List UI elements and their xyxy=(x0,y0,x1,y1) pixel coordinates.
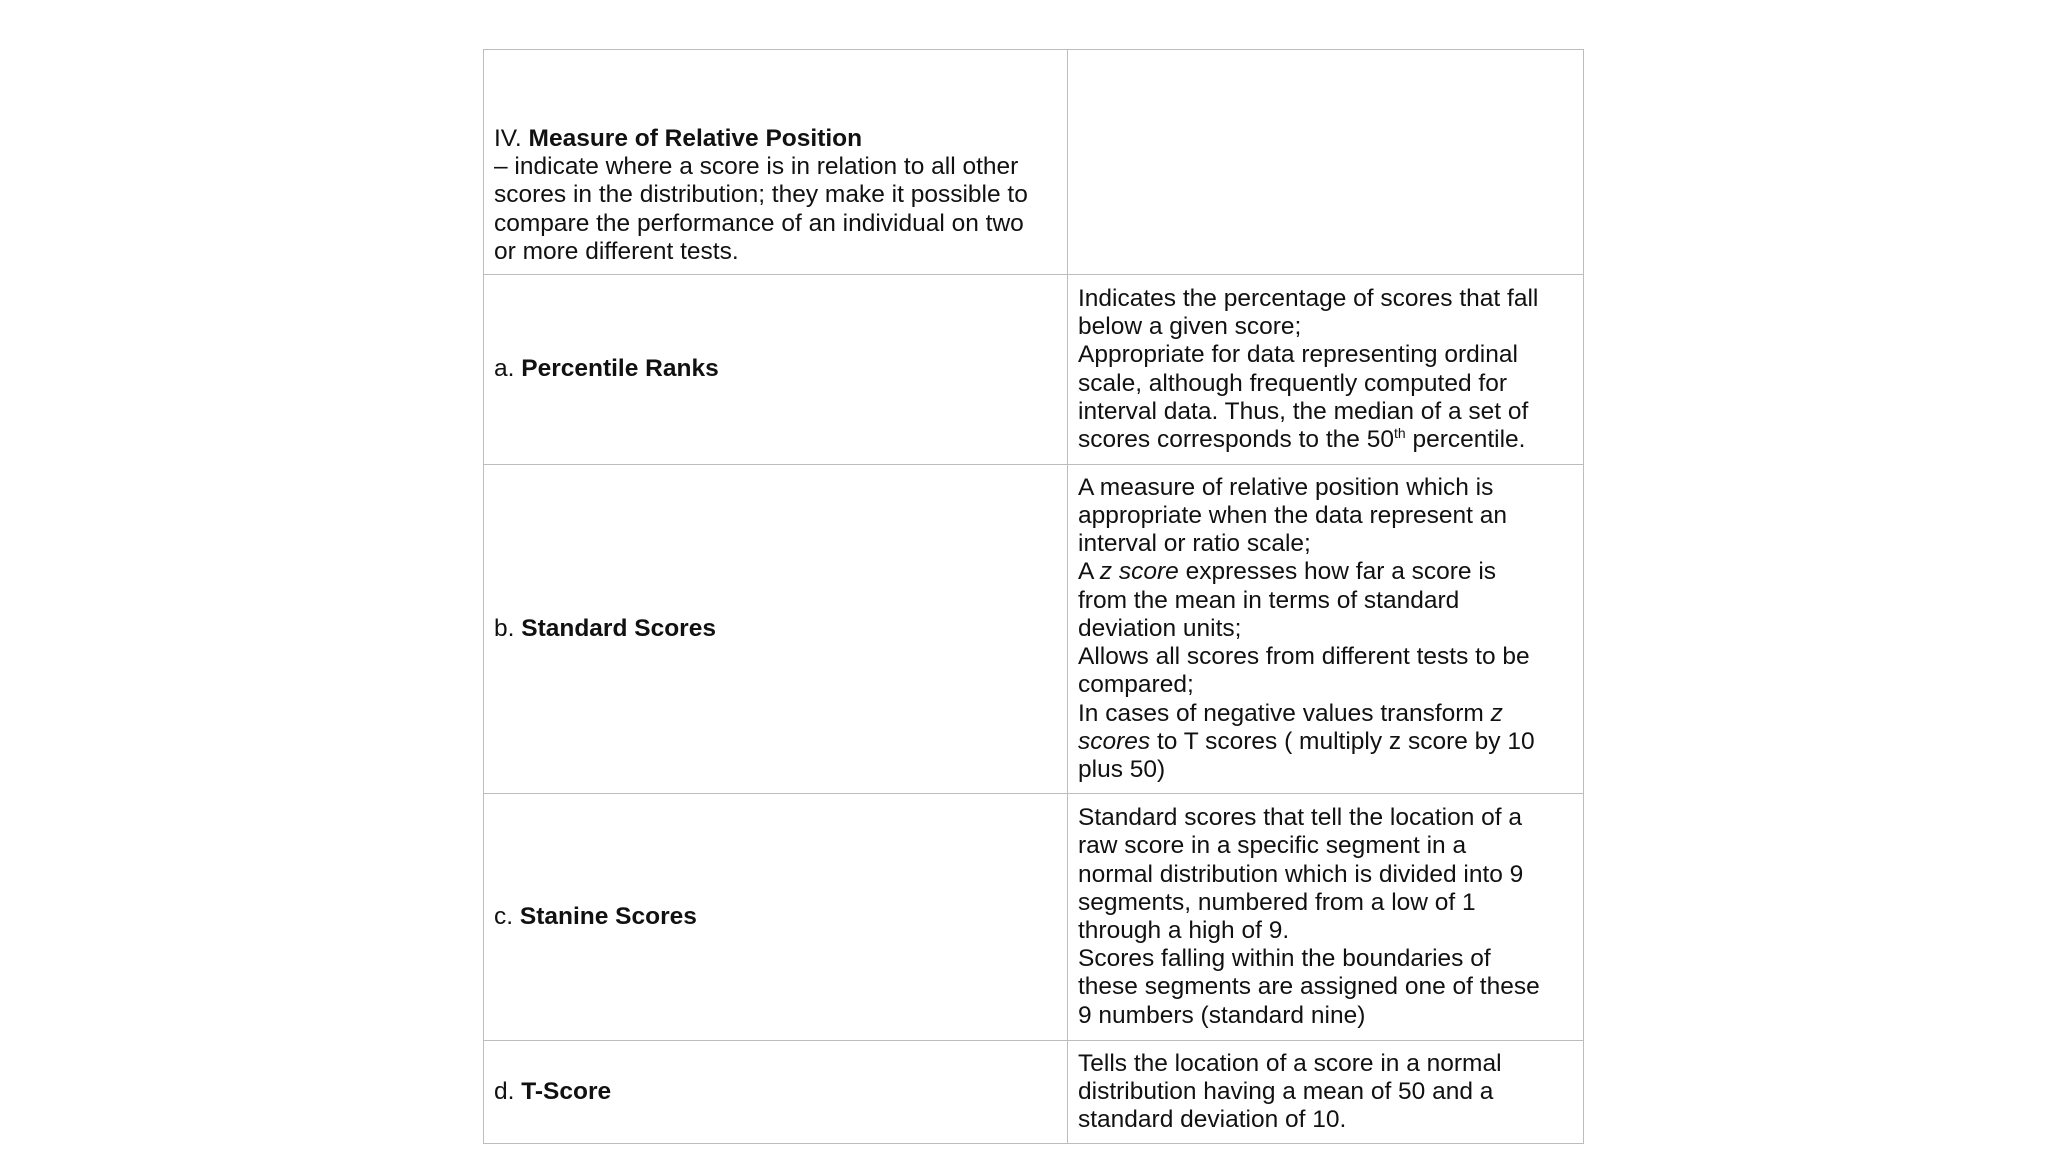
definition-line: distribution having a mean of 50 and a xyxy=(1078,1077,1494,1105)
definition-line: plus 50) xyxy=(1078,755,1166,783)
term-label: T-Score xyxy=(521,1077,612,1105)
definition-line: deviation units; xyxy=(1078,614,1242,642)
definition-line: segments, numbered from a low of 1 xyxy=(1078,888,1476,916)
section-description-line: or more different tests. xyxy=(494,237,739,265)
section-description-line: compare the performance of an individual on two xyxy=(494,209,1024,237)
definition-line: standard deviation of 10. xyxy=(1078,1106,1347,1134)
term-label: Stanine Scores xyxy=(519,902,697,930)
definition-line: below a given score; xyxy=(1078,313,1302,341)
definition-italic: z xyxy=(1490,699,1503,727)
definition-cell xyxy=(1068,1041,1584,1144)
term-cell xyxy=(484,1041,1068,1144)
definition-text: to T scores ( multiply z score by 10 xyxy=(1150,727,1535,755)
table-row-section-header xyxy=(484,50,1584,275)
definition-line: interval or ratio scale; xyxy=(1078,530,1311,558)
term-prefix: d. xyxy=(494,1077,515,1105)
definition-line: Standard scores that tell the location of a xyxy=(1078,804,1522,832)
definition-cell xyxy=(1068,465,1584,794)
definition-line xyxy=(1078,700,1573,728)
definition-text: A xyxy=(1078,558,1100,586)
definition-line: these segments are assigned one of these xyxy=(1078,973,1540,1001)
measures-table xyxy=(483,49,1584,1144)
term-prefix: c. xyxy=(494,902,514,930)
definition-line: from the mean in terms of standard xyxy=(1078,586,1460,614)
definition-line: interval data. Thus, the median of a set of xyxy=(1078,397,1529,425)
table-row-t-score xyxy=(484,1041,1584,1144)
definition-line: 9 numbers (standard nine) xyxy=(1078,1001,1366,1029)
section-numeral: IV. xyxy=(494,124,522,152)
ordinal-superscript: th xyxy=(1393,424,1406,441)
definition-text: percentile. xyxy=(1405,425,1526,453)
definition-cell xyxy=(1068,275,1584,465)
definition-line xyxy=(1078,728,1573,756)
term-cell xyxy=(484,275,1068,465)
definition-text: In cases of negative values transform xyxy=(1078,699,1491,727)
definition-italic: z score xyxy=(1099,558,1179,586)
definition-line: Indicates the percentage of scores that fall xyxy=(1078,284,1539,312)
section-title: Measure of Relative Position xyxy=(528,124,863,152)
term-prefix: a. xyxy=(494,355,515,383)
term-prefix: b. xyxy=(494,614,515,642)
section-description-line: – indicate where a score is in relation to all other xyxy=(494,153,1019,181)
definition-line: Tells the location of a score in a normal xyxy=(1078,1049,1502,1077)
definition-line: normal distribution which is divided into 9 xyxy=(1078,860,1524,888)
document-page xyxy=(483,49,1583,1144)
definition-line: Appropriate for data representing ordinal xyxy=(1078,341,1518,369)
definition-line xyxy=(1078,558,1573,586)
definition-line: appropriate when the data represent an xyxy=(1078,502,1508,530)
definition-text: expresses how far a score is xyxy=(1178,558,1497,586)
definition-line: Scores falling within the boundaries of xyxy=(1078,945,1491,973)
definition-line xyxy=(1078,426,1573,454)
definition-line: compared; xyxy=(1078,671,1194,699)
section-header-cell xyxy=(484,50,1068,275)
definition-line: scale, although frequently computed for xyxy=(1078,369,1508,397)
section-title-line xyxy=(494,125,1057,153)
definition-line: A measure of relative position which is xyxy=(1078,473,1494,501)
term-label: Standard Scores xyxy=(521,614,716,642)
definition-italic: scores xyxy=(1078,727,1151,755)
definition-line: Allows all scores from different tests to be xyxy=(1078,643,1530,671)
definition-line: raw score in a specific segment in a xyxy=(1078,832,1467,860)
definition-cell xyxy=(1068,794,1584,1041)
section-description-line: scores in the distribution; they make it possible to xyxy=(494,181,1028,209)
term-cell xyxy=(484,794,1068,1041)
definition-text: scores corresponds to the 50 xyxy=(1078,425,1394,453)
term-label: Percentile Ranks xyxy=(521,355,719,383)
table-row-standard-scores xyxy=(484,465,1584,794)
term-cell xyxy=(484,465,1068,794)
table-row-percentile-ranks xyxy=(484,275,1584,465)
empty-cell xyxy=(1068,50,1584,275)
table-row-stanine-scores xyxy=(484,794,1584,1041)
definition-line: through a high of 9. xyxy=(1078,917,1290,944)
